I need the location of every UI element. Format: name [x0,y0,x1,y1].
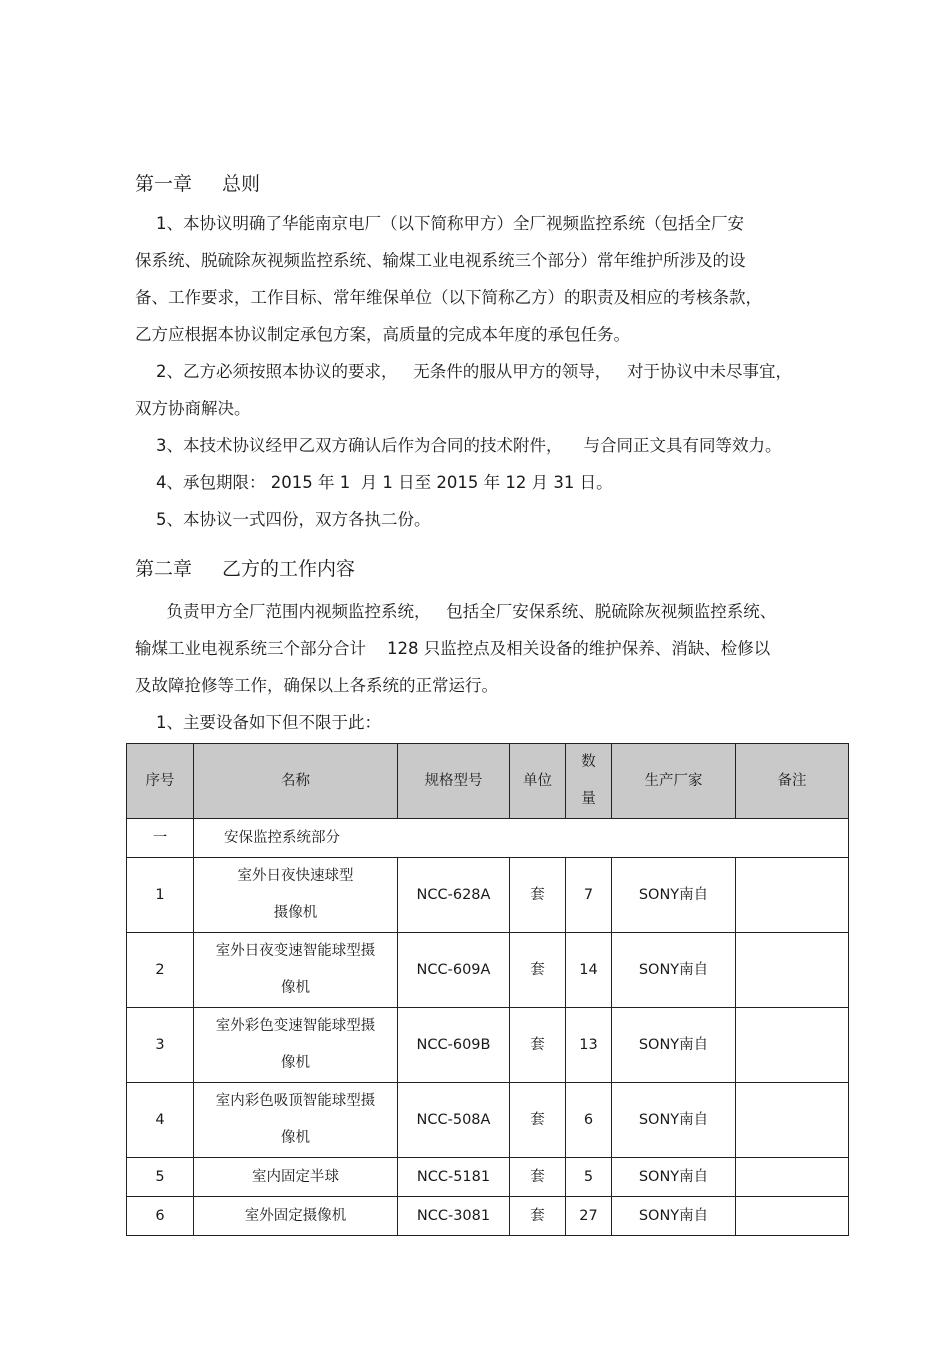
cell-model: NCC-609A [398,933,510,1008]
chapter2-body [135,593,835,741]
cell-name: 室内固定半球 [194,1158,398,1197]
header-qty [566,744,612,819]
cell-maker: SONY南自 [612,1008,736,1083]
chapter2-subtitle: 乙方的工作内容 [222,558,356,580]
cell-unit: 套 [510,1197,566,1236]
intro-line: 输煤工业电视系统三个部分合计 128 只监控点及相关设备的维护保养、消缺、检修以 [135,639,771,658]
cell-name [194,858,398,933]
cell-maker: SONY南自 [612,1158,736,1197]
cell-qty: 13 [566,1008,612,1083]
table-row [127,1008,849,1083]
cell-name [194,1083,398,1158]
header-model: 规格型号 [398,744,510,819]
cell-unit: 套 [510,858,566,933]
table-row [127,1083,849,1158]
cell-seq: 4 [127,1083,194,1158]
cell-unit: 套 [510,1158,566,1197]
cell-name-line1: 室外日夜快速球型 [237,868,354,884]
chapter1-subtitle: 总则 [222,173,261,195]
table-header-row [127,744,849,819]
cell-note [736,1197,849,1236]
cell-name: 室外固定摄像机 [194,1197,398,1236]
cell-maker: SONY南自 [612,1197,736,1236]
chapter1-body [135,205,835,538]
cell-maker: SONY南自 [612,1083,736,1158]
table-section-row [127,819,849,858]
chapter1-title: 第一章 [135,173,193,195]
header-unit: 单位 [510,744,566,819]
cell-unit: 套 [510,933,566,1008]
cell-model: NCC-5181 [398,1158,510,1197]
chapter2-heading [135,554,355,581]
table-row [127,933,849,1008]
cell-name-line1: 室外日夜变速智能球型摄 [215,943,376,959]
cell-seq: 6 [127,1197,194,1236]
section-name: 安保监控系统部分 [194,819,849,858]
cell-note [736,1008,849,1083]
cell-model: NCC-609B [398,1008,510,1083]
equipment-table [126,743,849,1236]
clause-1-line: 乙方应根据本协议制定承包方案，高质量的完成本年度的承包任务。 [135,325,630,344]
cell-name-line2: 像机 [281,1055,310,1071]
cell-name [194,933,398,1008]
header-maker: 生产厂家 [612,744,736,819]
cell-qty: 5 [566,1158,612,1197]
header-name: 名称 [194,744,398,819]
table-row [127,1158,849,1197]
cell-model: NCC-628A [398,858,510,933]
clause-1-line: 1、本协议明确了华能南京电厂（以下简称甲方）全厂视频监控系统（包括全厂安 [135,214,744,233]
cell-qty: 7 [566,858,612,933]
clause-2-line: 双方协商解决。 [135,399,251,418]
table-row [127,858,849,933]
header-note: 备注 [736,744,849,819]
clause-1-line: 备、工作要求，工作目标、常年维保单位（以下简称乙方）的职责及相应的考核条款， [135,288,762,307]
intro-line: 负责甲方全厂范围内视频监控系统， 包括全厂安保系统、脱硫除灰视频监控系统、 [135,602,777,621]
header-qty-line2: 量 [581,791,596,807]
chapter2-title: 第二章 [135,558,193,580]
chapter1-heading [135,169,260,196]
equipment-list-heading: 1、主要设备如下但不限于此： [135,713,381,732]
intro-line: 及故障抢修等工作，确保以上各系统的正常运行。 [135,676,498,695]
clause-4-line: 4、承包期限： 2015 年 1 月 1 日至 2015 年 12 月 31 日。 [135,473,613,492]
cell-qty: 6 [566,1083,612,1158]
cell-unit: 套 [510,1083,566,1158]
cell-qty: 14 [566,933,612,1008]
cell-seq: 2 [127,933,194,1008]
cell-note [736,858,849,933]
cell-qty: 27 [566,1197,612,1236]
header-seq: 序号 [127,744,194,819]
cell-note [736,1083,849,1158]
cell-name [194,1008,398,1083]
cell-model: NCC-508A [398,1083,510,1158]
cell-maker: SONY南自 [612,858,736,933]
cell-unit: 套 [510,1008,566,1083]
cell-name-line2: 像机 [281,980,310,996]
table-row [127,1197,849,1236]
cell-name-line2: 摄像机 [273,905,318,921]
clause-3-line: 3、本技术协议经甲乙双方确认后作为合同的技术附件， 与合同正文具有同等效力。 [135,436,782,455]
clause-1-line: 保系统、脱硫除灰视频监控系统、输煤工业电视系统三个部分）常年维护所涉及的设 [135,251,746,270]
clause-2-line: 2、乙方必须按照本协议的要求， 无条件的服从甲方的领导， 对于协议中未尽事宜， [135,362,792,381]
cell-note [736,1158,849,1197]
clause-5-line: 5、本协议一式四份，双方各执二份。 [135,510,431,529]
cell-note [736,933,849,1008]
cell-seq: 3 [127,1008,194,1083]
cell-name-line1: 室内彩色吸顶智能球型摄 [215,1093,376,1109]
cell-name-line1: 室外彩色变速智能球型摄 [215,1018,376,1034]
header-qty-line1: 数 [581,754,596,770]
cell-model: NCC-3081 [398,1197,510,1236]
cell-maker: SONY南自 [612,933,736,1008]
cell-seq: 1 [127,858,194,933]
section-seq: 一 [127,819,194,858]
cell-name-line2: 像机 [281,1130,310,1146]
cell-seq: 5 [127,1158,194,1197]
